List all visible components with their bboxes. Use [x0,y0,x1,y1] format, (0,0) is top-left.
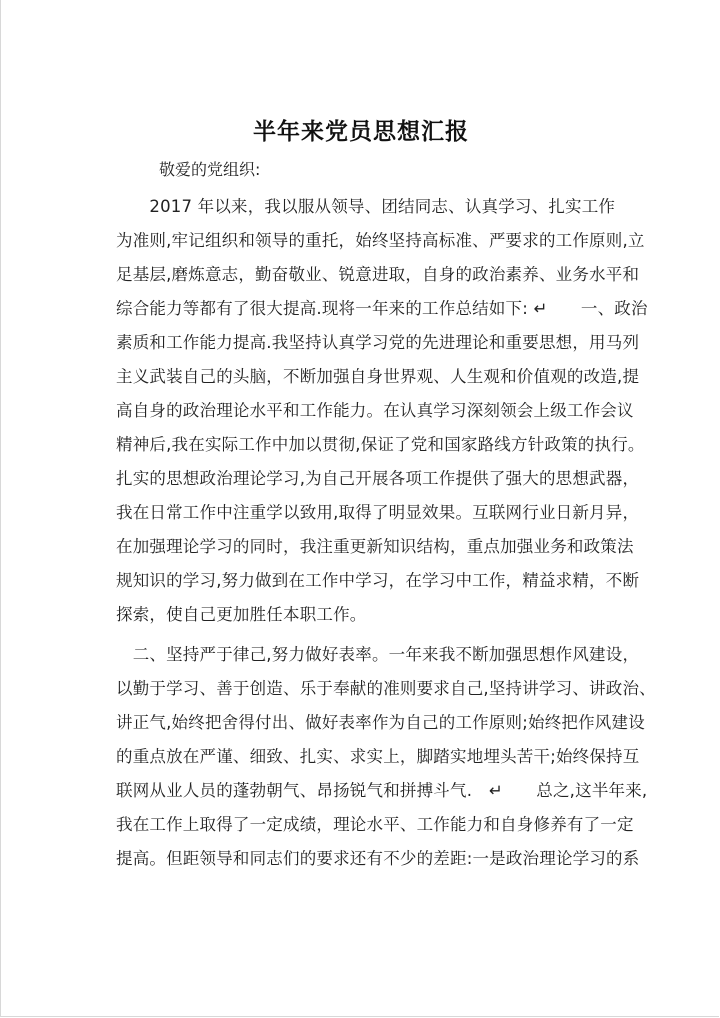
body-line: 2017 年以来，我以服从领导、团结同志、认真学习、扎实工作 [116,197,616,216]
body-line: 足基层,磨炼意志，勤奋敬业、锐意进取，自身的政治素养、业务水平和 [116,265,640,284]
salutation: 敬爱的党组织: [159,160,261,179]
body-line: 扎实的思想政治理论学习,为自己开展各项工作提供了强大的思想武器， [116,469,640,488]
body-line: 主义武装自己的头脑，不断加强自身世界观、人生观和价值观的改造,提 [116,367,640,386]
document-title: 半年来党员思想汇报 [253,119,469,145]
body-line: 探索，使自己更加胜任本职工作。 [116,605,367,624]
body-line: 为准则,牢记组织和领导的重托，始终坚持高标准、严要求的工作原则,立 [116,231,645,250]
body-line: 联网从业人员的蓬勃朝气、昂扬锐气和拼搏斗气. ↵ 总之,这半年来, [116,781,648,800]
body-line: 在加强理论学习的同时，我注重更新知识结构，重点加强业务和政策法 [116,537,634,556]
body-line: 提高。但距领导和同志们的要求还有不少的差距:一是政治理论学习的系 [116,849,640,868]
body-line: 二、坚持严于律己,努力做好表率。一年来我不断加强思想作风建设， [116,645,640,664]
body-line: 我在工作上取得了一定成绩，理论水平、工作能力和自身修养有了一定 [116,815,634,834]
body-line: 综合能力等都有了很大提高.现将一年来的工作总结如下: ↵ 一、政治 [116,299,648,318]
body-line: 规知识的学习,努力做到在工作中学习，在学习中工作，精益求精，不断 [116,571,640,590]
document-body [116,190,656,876]
body-line: 精神后,我在实际工作中加以贯彻,保证了党和国家路线方针政策的执行。 [116,435,645,454]
body-line: 高自身的政治理论水平和工作能力。在认真学习深刻领会上级工作会议 [116,401,634,420]
body-line: 讲正气,始终把舍得付出、做好表率作为自己的工作原则;始终把作风建设 [116,713,645,732]
body-line: 我在日常工作中注重学以致用,取得了明显效果。互联网行业日新月异， [116,503,640,522]
body-line: 以勤于学习、善于创造、乐于奉献的准则要求自己,坚持讲学习、讲政治、 [116,679,656,698]
body-line: 素质和工作能力提高.我坚持认真学习党的先进理论和重要思想，用马列 [116,333,640,352]
body-line: 的重点放在严谨、细致、扎实、求实上，脚踏实地埋头苦干;始终保持互 [116,747,640,766]
